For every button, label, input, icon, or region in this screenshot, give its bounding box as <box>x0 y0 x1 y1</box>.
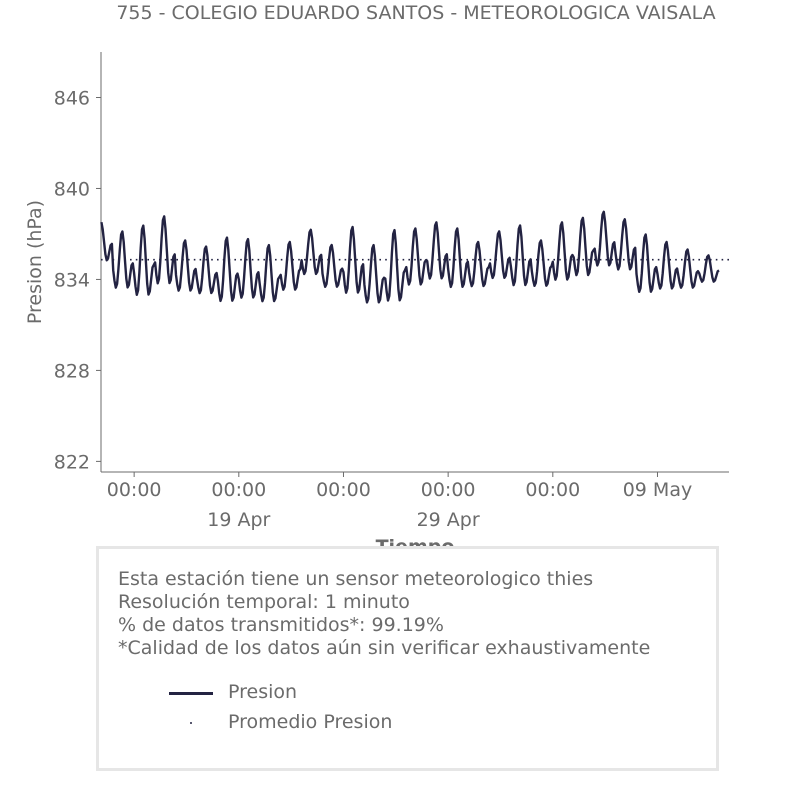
x-tick-label: 00:00 <box>420 479 476 501</box>
x-tick-label: 00:00 <box>106 479 162 501</box>
x-tick-label: 00:00 <box>525 479 581 501</box>
y-tick-label: 834 <box>53 269 90 292</box>
info-data-percent-text: % de datos transmitidos*: 99.19% <box>118 614 444 636</box>
chart-title: 755 - COLEGIO EDUARDO SANTOS - METEOROLOGICA VAISALA <box>116 2 716 24</box>
info-resolution-text: Resolución temporal: 1 minuto <box>118 591 410 613</box>
legend-dot-swatch <box>190 722 192 724</box>
x-tick-label: 00:00 <box>316 479 371 501</box>
info-box <box>96 546 719 771</box>
y-tick-label: 846 <box>53 87 90 110</box>
series-presion <box>101 212 719 303</box>
y-tick-label: 840 <box>53 178 90 201</box>
x-tick-label: 19 Apr <box>207 509 271 531</box>
chart-series <box>101 212 729 303</box>
info-sensor-text: Esta estación tiene un sensor meteorologico thies <box>118 568 594 590</box>
legend-label-presion: Presion <box>228 681 298 703</box>
x-tick-label: 09 May <box>622 479 693 501</box>
legend-line-swatch <box>169 692 213 695</box>
y-tick-label: 828 <box>53 360 90 383</box>
x-tick-label: 29 Apr <box>416 509 480 531</box>
x-tick-label: 00:00 <box>211 479 267 501</box>
y-axis-title: Presion (hPa) <box>24 199 46 325</box>
y-tick-label: 822 <box>53 451 90 474</box>
info-quality-note: *Calidad de los datos aún sin verificar exhaustivamente <box>118 637 651 659</box>
legend-label-promedio: Promedio Presion <box>228 711 393 733</box>
chart-ticks <box>54 87 692 531</box>
